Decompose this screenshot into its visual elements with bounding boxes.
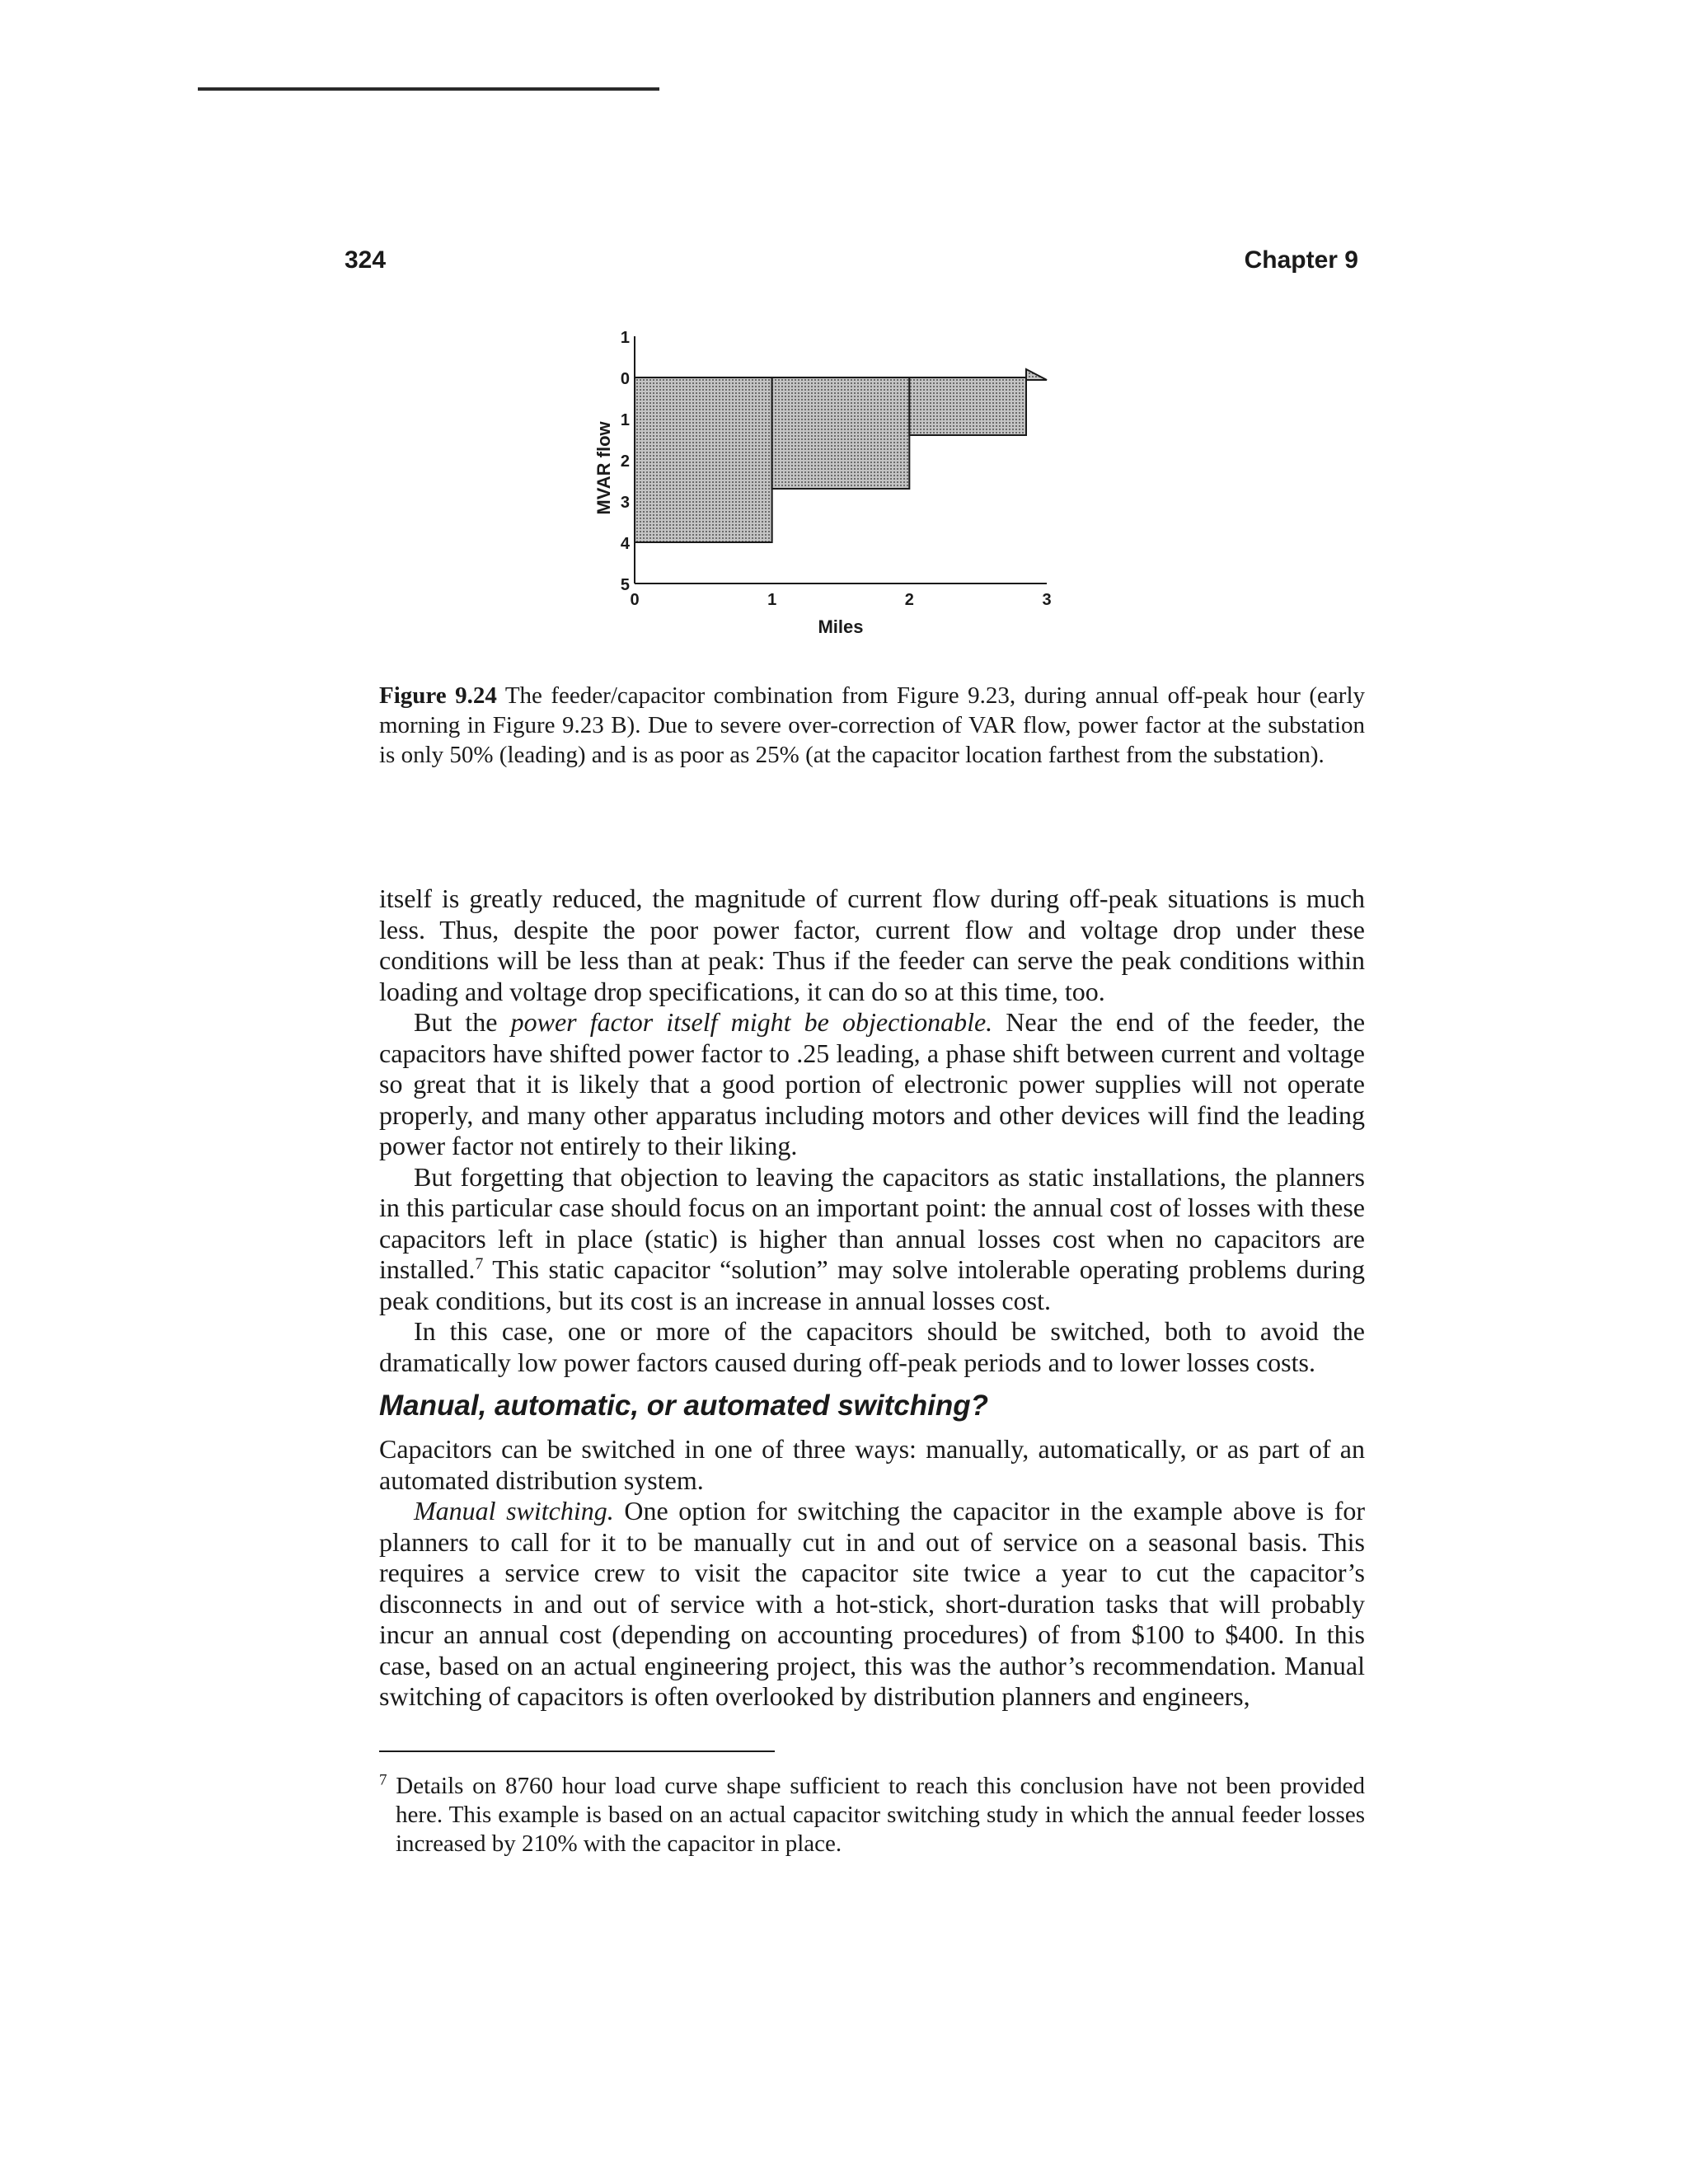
paragraph [379, 1162, 1365, 1317]
emphasis: power factor itself might be objectionable. [510, 1007, 993, 1037]
y-tick-label: 0 [620, 370, 630, 388]
paragraph [379, 1496, 1365, 1713]
footnote-text: Details on 8760 hour load curve shape sufficient to reach this conclusion have not been provided here. This example is based on an actual capacitor switching study in which the annual feeder losses increased by 210% with the capacitor in place. [387, 1773, 1365, 1857]
text-run: But forgetting that objection to leaving the capacitors as static installations, the planners in this particular case should focus on an important point: the annual cost of losses with these capacitors left in place (static) is higher than annual losses cost when no capacitors are installed. [379, 1161, 1365, 1284]
text-run: This static capacitor “solution” may solve intolerable operating problems during peak conditions, but its cost is an increase in annual losses cost. [379, 1254, 1365, 1315]
mvar-segment [909, 377, 1026, 435]
footnote [379, 1772, 1365, 1858]
top-rule [198, 87, 659, 91]
text-run: Near the end of the feeder, the capacitors have shifted power factor to .25 leading, a phase shift between current and voltage so great that it is likely that a good portion of electronic power supplies will not operate properly, and many other apparatus including motors and other devices will find the leading power factor not entirely to their liking. [379, 1007, 1366, 1160]
body-text [379, 883, 1365, 1713]
paragraph: In this case, one or more of the capacitors should be switched, both to avoid the dramatically low power factors caused during off-peak periods and to lower losses costs. [379, 1316, 1365, 1377]
figure-caption [379, 681, 1365, 770]
text-run: One option for switching the capacitor in the example above is for planners to call for it to be manually cut in and out of service on a seasonal basis. This requires a service crew to visit the capacitor site twice a year to cut the capacitor’s disconnects in and out of service with a hot-stick, short-duration tasks that will probably incur an annual cost (depending on accounting procedures) of from $100 to $400. In this case, based on an actual engineering project, this was the author’s recommendation. Manual switching of capacitors is often overlooked by distribution planners and engineers, [379, 1496, 1366, 1711]
x-tick-label: 1 [767, 591, 777, 609]
paragraph: itself is greatly reduced, the magnitude of current flow during off-peak situations is much less. Thus, despite the poor power factor, current flow and voltage drop under these conditions will be less than at peak: Thus if the feeder can serve the peak conditions within loading and voltage drop specifications, it can do so at this time, too. [379, 883, 1365, 1006]
x-tick-label: 2 [904, 591, 914, 609]
x-tick-label: 3 [1042, 591, 1052, 609]
mvar-flow-chart [577, 330, 1154, 643]
paragraph [379, 1007, 1365, 1162]
mvar-segment [1026, 369, 1047, 380]
emphasis: Manual switching. [414, 1496, 614, 1526]
x-axis-label: Miles [818, 616, 864, 637]
y-tick-label: 1 [620, 330, 630, 347]
chapter-title: Chapter 9 [1244, 246, 1358, 274]
caption-label: Figure 9.24 [379, 682, 497, 709]
mvar-segment [635, 377, 772, 542]
section-heading: Manual, automatic, or automated switching? [379, 1390, 988, 1422]
mvar-segment [772, 377, 910, 489]
page-number: 324 [345, 246, 387, 274]
footnote-ref[interactable]: 7 [475, 1254, 484, 1273]
caption-text: The feeder/capacitor combination from Figure 9.23, during annual off-peak hour (early morning in Figure 9.23 B). Due to severe over-correction of VAR flow, power factor at the substation is only 50% (leading) and is as poor as 25% (at the capacitor location farthest from the substation). [379, 682, 1366, 768]
text-run: But the [414, 1007, 511, 1037]
footnote-rule [379, 1750, 775, 1752]
paragraph: Capacitors can be switched in one of three ways: manually, automatically, or as part of an automated distribution system. [379, 1434, 1365, 1495]
y-tick-label: 4 [620, 535, 630, 553]
y-tick-label: 2 [620, 452, 630, 471]
footnote-marker: 7 [379, 1771, 387, 1789]
y-tick-label: 1 [620, 411, 630, 429]
y-axis-label: MVAR flow [593, 421, 614, 515]
y-tick-label: 5 [620, 576, 630, 594]
x-tick-label: 0 [630, 591, 640, 609]
y-tick-label: 3 [620, 494, 630, 512]
